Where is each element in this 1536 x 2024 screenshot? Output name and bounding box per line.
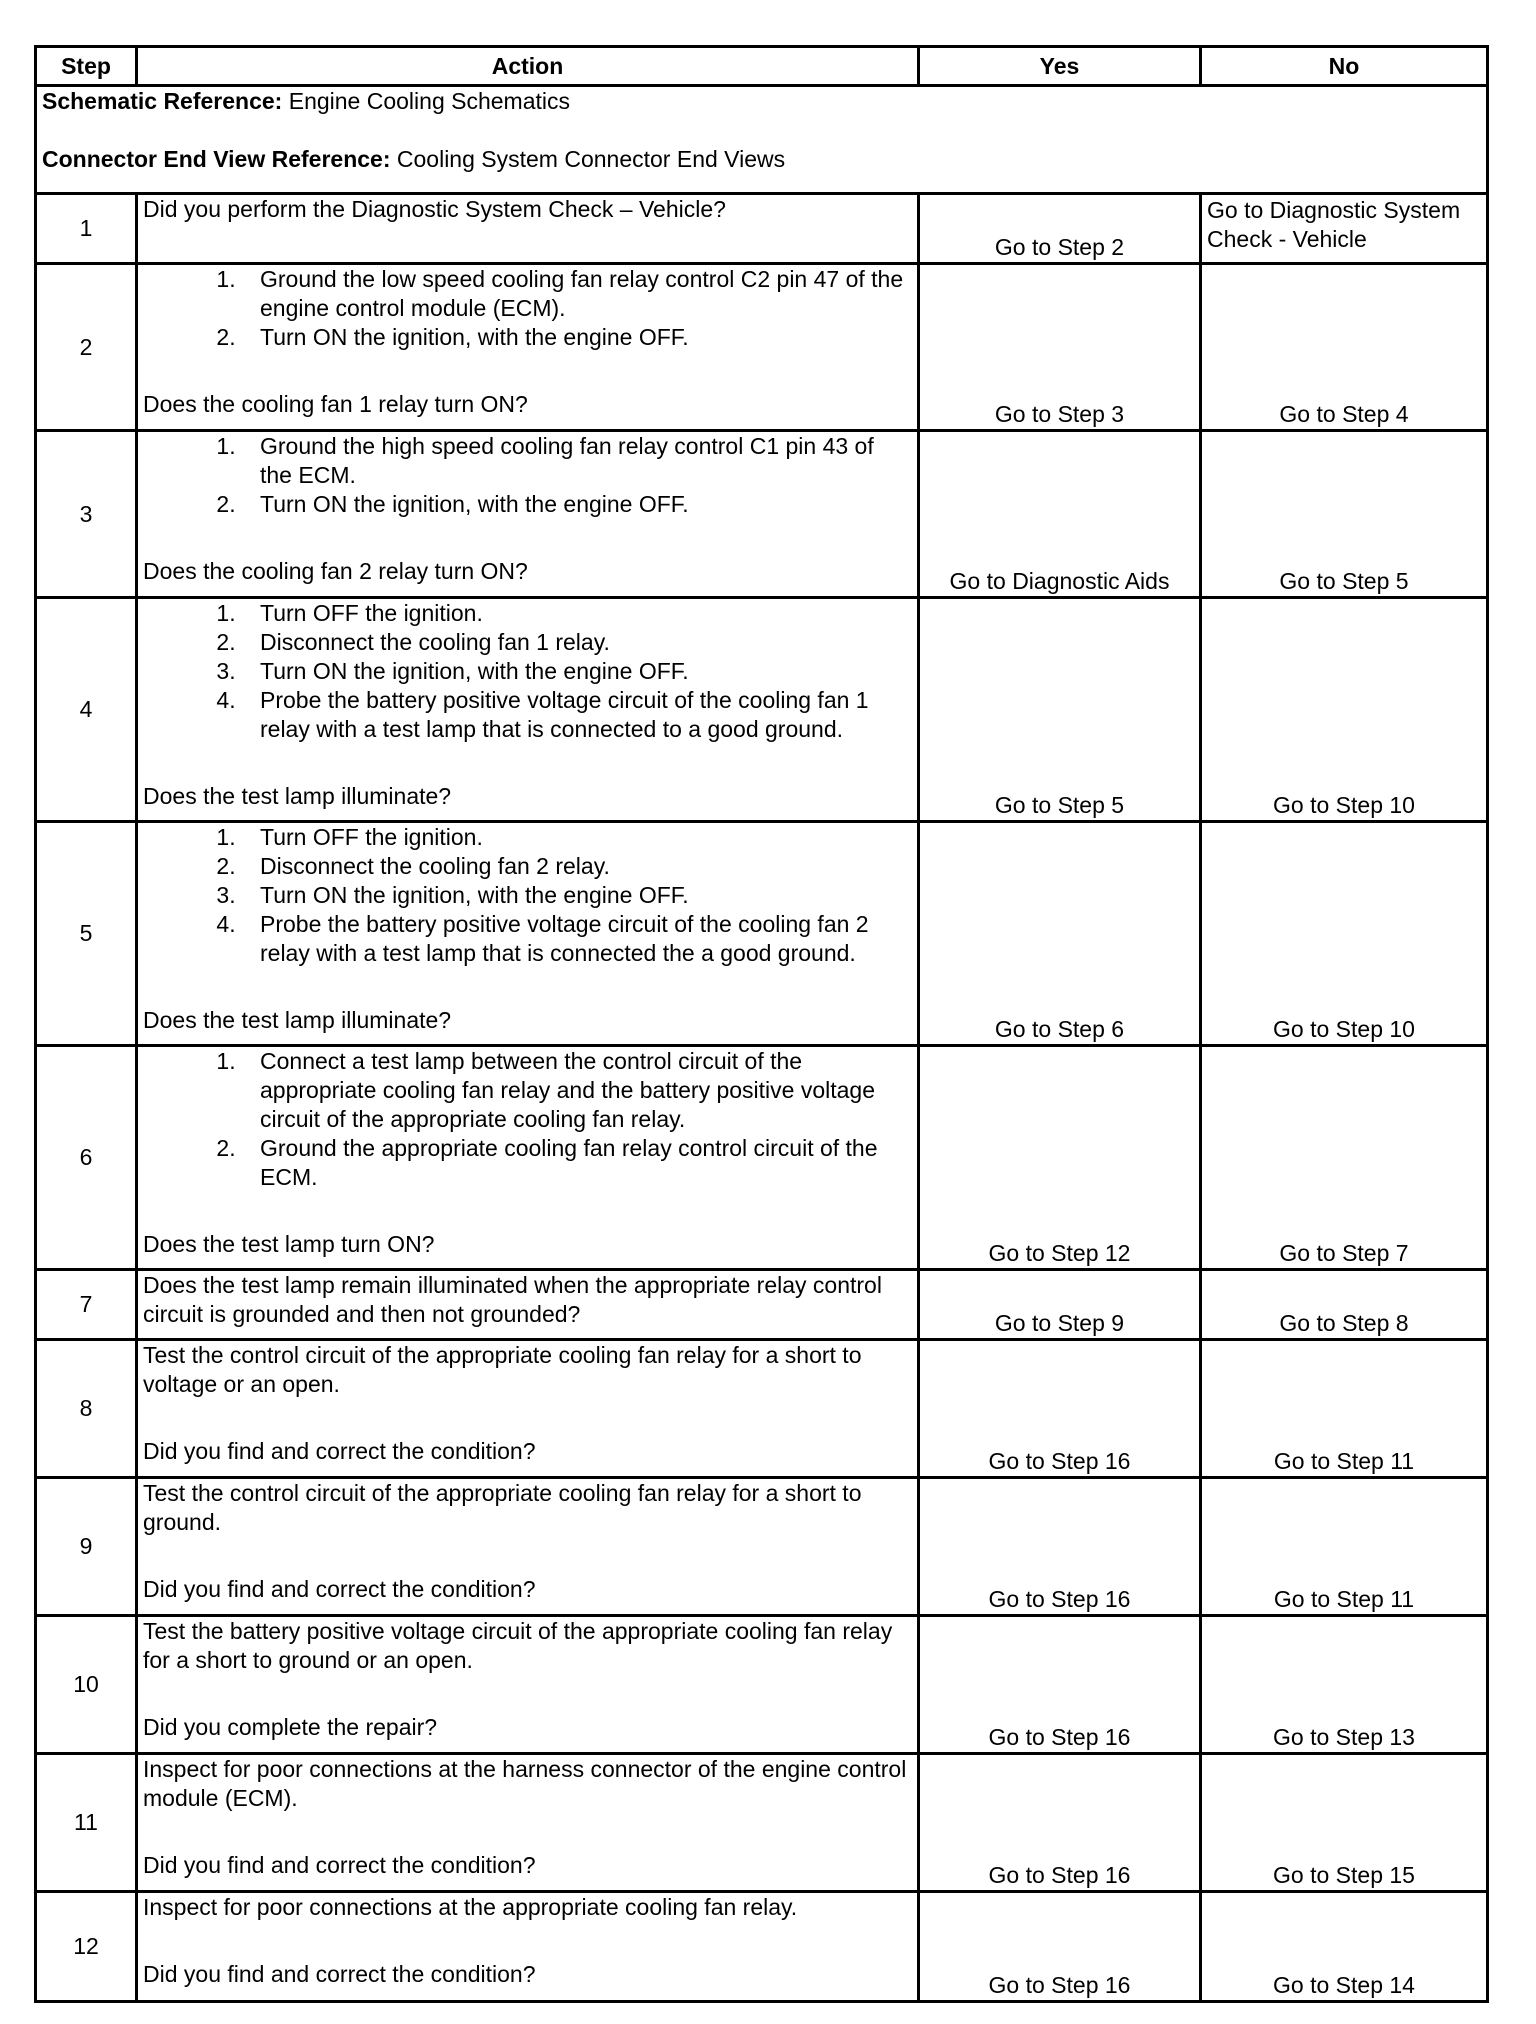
step-number: 7 <box>36 1270 137 1340</box>
yes-link[interactable]: Go to Diagnostic Aids <box>919 431 1201 598</box>
action-list <box>143 823 912 968</box>
action-cell <box>137 1340 919 1478</box>
action-question: Did you perform the Diagnostic System Check – Vehicle? <box>143 196 726 222</box>
no-link[interactable]: Go to Diagnostic System Check - Vehicle <box>1201 194 1488 264</box>
step-number: 9 <box>36 1478 137 1616</box>
yes-link[interactable]: Go to Step 16 <box>919 1892 1201 2002</box>
header-step: Step <box>36 47 137 86</box>
step-number: 11 <box>36 1754 137 1892</box>
action-question: Did you find and correct the condition? <box>143 1576 536 1602</box>
step-number: 8 <box>36 1340 137 1478</box>
action-question: Does the test lamp remain illuminated when the appropriate relay control circuit is grounded and then not grounded? <box>143 1272 882 1327</box>
action-list <box>143 265 912 352</box>
action-item: 2. Ground the appropriate cooling fan relay control circuit of the ECM. <box>242 1134 912 1192</box>
yes-link[interactable]: Go to Step 6 <box>919 822 1201 1046</box>
step-number: 12 <box>36 1892 137 2002</box>
reference-row <box>36 86 1488 194</box>
action-item: 1. Connect a test lamp between the control circuit of the appropriate cooling fan relay and the battery positive voltage circuit of the appropriate cooling fan relay. <box>242 1047 912 1134</box>
no-link[interactable]: Go to Step 14 <box>1201 1892 1488 2002</box>
step-number: 1 <box>36 194 137 264</box>
action-item: 1. Turn OFF the ignition. <box>242 823 912 852</box>
action-cell <box>137 1892 919 2002</box>
no-link[interactable]: Go to Step 11 <box>1201 1478 1488 1616</box>
connector-reference-label: Connector End View Reference: <box>42 146 391 172</box>
yes-link[interactable]: Go to Step 16 <box>919 1478 1201 1616</box>
table-row <box>36 598 1488 822</box>
action-list <box>143 1047 912 1192</box>
step-number: 10 <box>36 1616 137 1754</box>
action-item: 1. Ground the high speed cooling fan relay control C1 pin 43 of the ECM. <box>242 432 912 490</box>
action-item: 3. Turn ON the ignition, with the engine OFF. <box>242 657 912 686</box>
action-cell <box>137 598 919 822</box>
action-item: 1. Turn OFF the ignition. <box>242 599 912 628</box>
header-action: Action <box>137 47 919 86</box>
yes-link[interactable]: Go to Step 3 <box>919 264 1201 431</box>
action-question: Did you find and correct the condition? <box>143 1852 536 1878</box>
action-item: 2. Turn ON the ignition, with the engine OFF. <box>242 323 912 352</box>
no-link[interactable]: Go to Step 4 <box>1201 264 1488 431</box>
action-cell <box>137 1478 919 1616</box>
table-row <box>36 264 1488 431</box>
action-cell <box>137 264 919 431</box>
yes-link[interactable]: Go to Step 9 <box>919 1270 1201 1340</box>
action-question: Did you complete the repair? <box>143 1714 438 1740</box>
action-question: Does the cooling fan 2 relay turn ON? <box>143 558 528 584</box>
header-no: No <box>1201 47 1488 86</box>
yes-link[interactable]: Go to Step 16 <box>919 1340 1201 1478</box>
action-cell <box>137 431 919 598</box>
action-question: Does the cooling fan 1 relay turn ON? <box>143 391 528 417</box>
no-link[interactable]: Go to Step 10 <box>1201 598 1488 822</box>
action-question: Does the test lamp illuminate? <box>143 783 452 809</box>
reference-cell <box>36 86 1488 194</box>
action-cell <box>137 194 919 264</box>
action-text: Test the battery positive voltage circuit of the appropriate cooling fan relay for a short to ground or an open. <box>143 1618 893 1673</box>
no-link[interactable]: Go to Step 11 <box>1201 1340 1488 1478</box>
action-cell <box>137 1754 919 1892</box>
yes-link[interactable]: Go to Step 16 <box>919 1616 1201 1754</box>
no-link[interactable]: Go to Step 15 <box>1201 1754 1488 1892</box>
no-link[interactable]: Go to Step 13 <box>1201 1616 1488 1754</box>
step-number: 3 <box>36 431 137 598</box>
connector-reference-link[interactable]: Cooling System Connector End Views <box>396 146 786 172</box>
action-question: Did you find and correct the condition? <box>143 1961 536 1987</box>
header-yes: Yes <box>919 47 1201 86</box>
table-row <box>36 1270 1488 1340</box>
action-cell <box>137 1046 919 1270</box>
action-item: 1. Ground the low speed cooling fan relay control C2 pin 47 of the engine control module (ECM). <box>242 265 912 323</box>
action-question: Does the test lamp turn ON? <box>143 1231 435 1257</box>
no-link[interactable]: Go to Step 5 <box>1201 431 1488 598</box>
action-question: Does the test lamp illuminate? <box>143 1007 452 1033</box>
table-row <box>36 1892 1488 2002</box>
action-item: 4. Probe the battery positive voltage circuit of the cooling fan 1 relay with a test lamp that is connected to a good ground. <box>242 686 912 744</box>
yes-link[interactable]: Go to Step 2 <box>919 194 1201 264</box>
diagnostic-table <box>34 45 1489 2003</box>
action-cell <box>137 822 919 1046</box>
step-number: 4 <box>36 598 137 822</box>
yes-link[interactable]: Go to Step 16 <box>919 1754 1201 1892</box>
action-text: Test the control circuit of the appropriate cooling fan relay for a short to voltage or an open. <box>143 1342 862 1397</box>
table-row <box>36 1340 1488 1478</box>
action-question: Did you find and correct the condition? <box>143 1438 536 1464</box>
no-link[interactable]: Go to Step 8 <box>1201 1270 1488 1340</box>
table-row <box>36 822 1488 1046</box>
table-row <box>36 431 1488 598</box>
table-row <box>36 1616 1488 1754</box>
yes-link[interactable]: Go to Step 5 <box>919 598 1201 822</box>
table-row <box>36 194 1488 264</box>
action-item: 4. Probe the battery positive voltage circuit of the cooling fan 2 relay with a test lamp that is connected the a good ground. <box>242 910 912 968</box>
action-list <box>143 432 912 519</box>
action-text: Inspect for poor connections at the harness connector of the engine control module (ECM). <box>143 1756 907 1811</box>
action-item: 3. Turn ON the ignition, with the engine OFF. <box>242 881 912 910</box>
action-item: 2. Disconnect the cooling fan 1 relay. <box>242 628 912 657</box>
table-row <box>36 1478 1488 1616</box>
yes-link[interactable]: Go to Step 12 <box>919 1046 1201 1270</box>
action-text: Inspect for poor connections at the appropriate cooling fan relay. <box>143 1894 798 1920</box>
action-item: 2. Disconnect the cooling fan 2 relay. <box>242 852 912 881</box>
table-row <box>36 1046 1488 1270</box>
no-link[interactable]: Go to Step 7 <box>1201 1046 1488 1270</box>
header-row <box>36 47 1488 86</box>
no-link[interactable]: Go to Step 10 <box>1201 822 1488 1046</box>
schematic-reference-label: Schematic Reference: <box>42 88 283 114</box>
table-row <box>36 1754 1488 1892</box>
step-number: 5 <box>36 822 137 1046</box>
action-cell <box>137 1270 919 1340</box>
schematic-reference-link[interactable]: Engine Cooling Schematics <box>288 88 571 114</box>
action-list <box>143 599 912 744</box>
action-text: Test the control circuit of the appropriate cooling fan relay for a short to ground. <box>143 1480 862 1535</box>
action-cell <box>137 1616 919 1754</box>
step-number: 2 <box>36 264 137 431</box>
step-number: 6 <box>36 1046 137 1270</box>
action-item: 2. Turn ON the ignition, with the engine OFF. <box>242 490 912 519</box>
